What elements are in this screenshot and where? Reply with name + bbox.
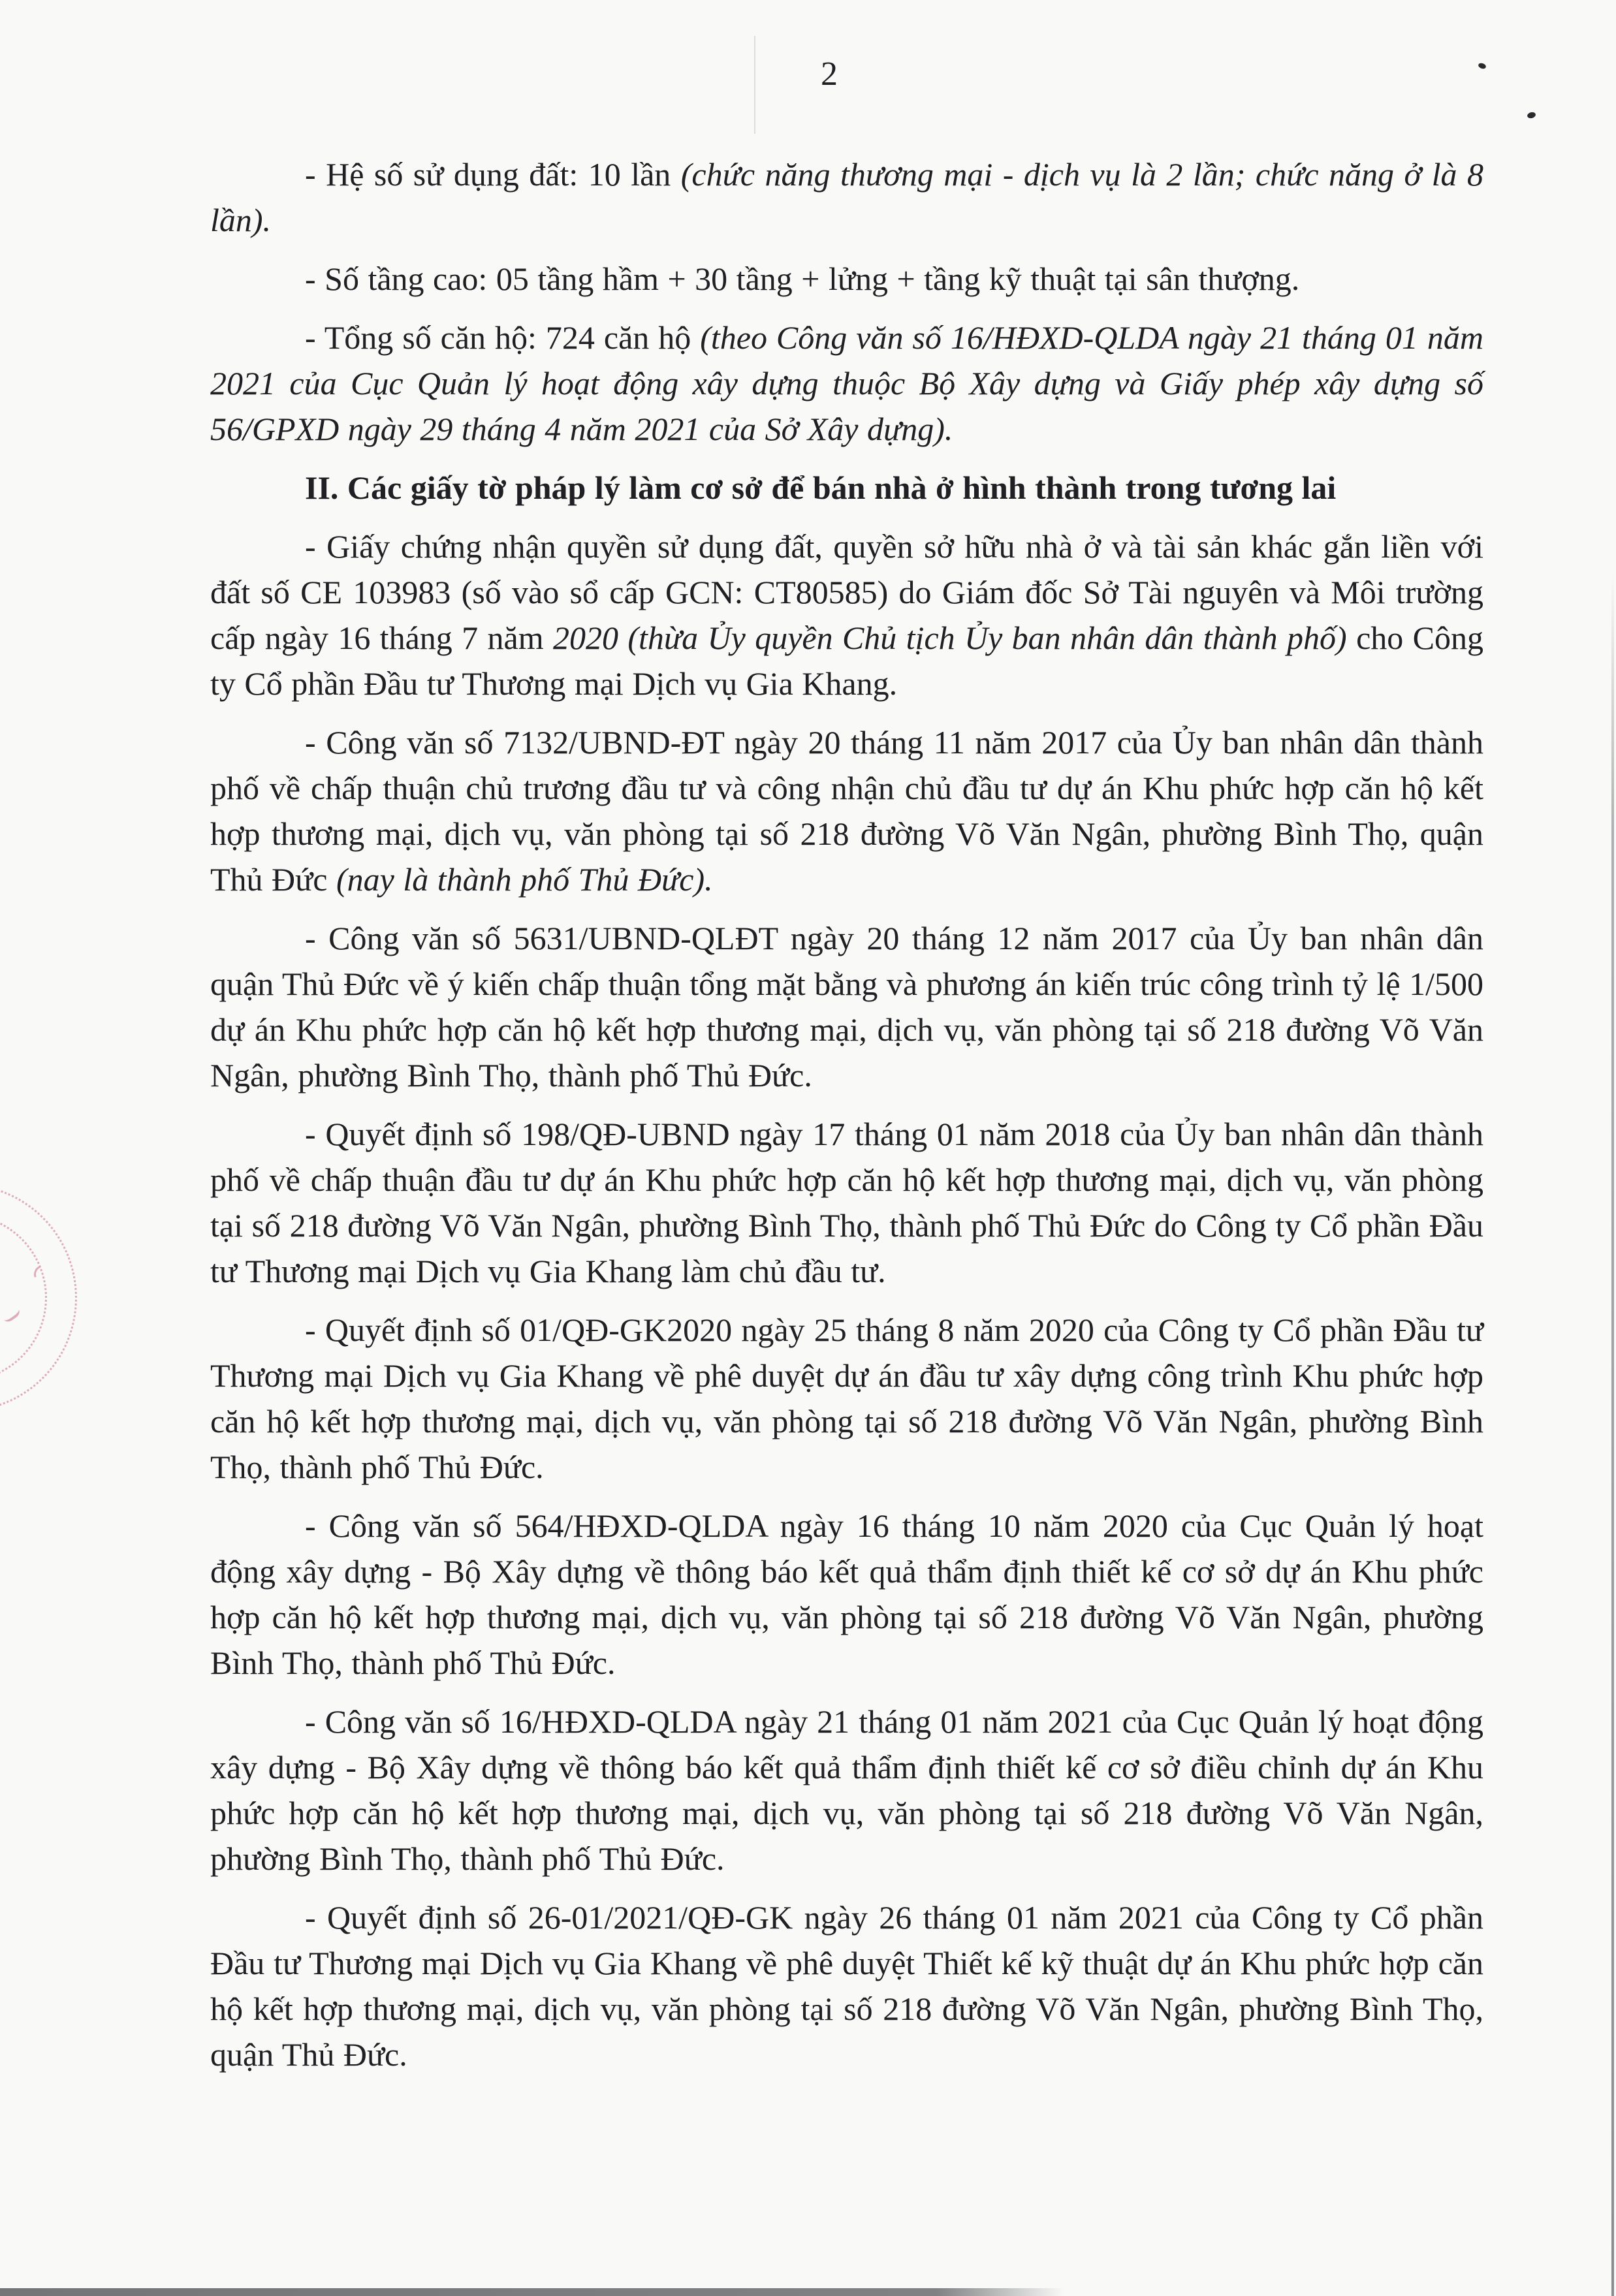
text-segment: - Công văn số 5631/UBND-QLĐT ngày 20 tháng 12 năm 2017 của Ủy ban nhân dân quận Thủ Đức về ý kiến chấp thuận tổng mặt bằng và phương án kiến trúc công trình tỷ lệ 1/500 dự án Khu phức hợp căn hộ kết hợp thương mại, dịch vụ, văn phòng tại số 218 đường Võ Văn Ngân, phường Bình Thọ, thành phố Thủ Đức. xyxy=(210,920,1483,1093)
stamp-mark xyxy=(0,1303,22,1324)
text-segment: - Công văn số 564/HĐXD-QLDA ngày 16 tháng 10 năm 2020 của Cục Quản lý hoạt động xây dựng - Bộ Xây dựng về thông báo kết quả thẩm định thiết kế cơ sở dự án Khu phức hợp căn hộ kết hợp thương mại, dịch vụ, văn phòng tại số 218 đường Võ Văn Ngân, phường Bình Thọ, thành phố Thủ Đức. xyxy=(210,1507,1483,1681)
document-body xyxy=(210,151,1483,2090)
paragraph-7 xyxy=(210,915,1483,1098)
page-number: 2 xyxy=(821,55,838,93)
paragraph-2 xyxy=(210,256,1483,302)
scan-artifact-vertical-line xyxy=(754,36,755,134)
paragraph-5 xyxy=(210,524,1483,706)
text-segment: - Giấy chứng nhận quyền sử dụng đất, quyền sở hữu nhà ở và tài sản khác gắn liền với đất số CE 103983 (số vào sổ cấp GCN: CT80585) do Giám đốc Sở Tài nguyên và Môi trường cấp ngày 16 tháng 7 năm xyxy=(210,528,1483,656)
ink-speck xyxy=(1527,111,1536,119)
scan-edge-bottom-band xyxy=(0,2288,1064,2296)
paragraph-11 xyxy=(210,1699,1483,1881)
text-segment: - Quyết định số 01/QĐ-GK2020 ngày 25 tháng 8 năm 2020 của Công ty Cổ phần Đầu tư Thương mại Dịch vụ Gia Khang về phê duyệt dự án đầu tư xây dựng công trình Khu phức hợp căn hộ kết hợp thương mại, dịch vụ, văn phòng tại số 218 đường Võ Văn Ngân, phường Bình Thọ, thành phố Thủ Đức. xyxy=(210,1312,1483,1485)
paragraph-10 xyxy=(210,1503,1483,1686)
paragraph-6 xyxy=(210,719,1483,902)
stamp-inner-ring xyxy=(0,1214,47,1382)
italic-text-segment: (chức năng thương mại - dịch vụ là 2 lần; chức năng ở là 8 lần). xyxy=(210,156,1483,238)
text-segment: - Tổng số căn hộ: 724 căn hộ xyxy=(305,319,701,356)
paragraph-9 xyxy=(210,1307,1483,1490)
text-segment: cho Công ty Cổ phần Đầu tư Thương mại Dịch vụ Gia Khang. xyxy=(210,620,1484,702)
paragraph-8 xyxy=(210,1111,1483,1294)
stamp-mark xyxy=(31,1262,55,1286)
text-segment: II. Các giấy tờ pháp lý làm cơ sở để bán nhà ở hình thành trong tương lai xyxy=(305,469,1337,506)
text-segment: - Hệ số sử dụng đất: 10 lần xyxy=(305,156,681,193)
text-segment: - Số tầng cao: 05 tầng hầm + 30 tầng + lửng + tầng kỹ thuật tại sân thượng. xyxy=(305,260,1300,297)
italic-text-segment: (theo Công văn số 16/HĐXD-QLDA ngày 21 tháng 01 năm 2021 của Cục Quản lý hoạt động xây dựng thuộc Bộ Xây dựng và Giấy phép xây dựng số 56/GPXD ngày 29 tháng 4 năm 2021 của Sở Xây dựng). xyxy=(210,319,1483,447)
paragraph-1 xyxy=(210,151,1483,243)
paragraph-12 xyxy=(210,1895,1483,2077)
text-segment: - Quyết định số 26-01/2021/QĐ-GK ngày 26 tháng 01 năm 2021 của Công ty Cổ phần Đầu tư Thương mại Dịch vụ Gia Khang về phê duyệt Thiết kế kỹ thuật dự án Khu phức hợp căn hộ kết hợp thương mại, dịch vụ, văn phòng tại số 218 đường Võ Văn Ngân, phường Bình Thọ, quận Thủ Đức. xyxy=(210,1899,1483,2073)
text-segment: - Công văn số 7132/UBND-ĐT ngày 20 tháng 11 năm 2017 của Ủy ban nhân dân thành phố về chấp thuận chủ trương đầu tư và công nhận chủ đầu tư dự án Khu phức hợp căn hộ kết hợp thương mại, dịch vụ, văn phòng tại số 218 đường Võ Văn Ngân, phường Bình Thọ, quận Thủ Đức xyxy=(210,724,1483,898)
scan-edge-right-line xyxy=(1611,574,1614,2296)
text-segment: - Quyết định số 198/QĐ-UBND ngày 17 tháng 01 năm 2018 của Ủy ban nhân dân thành phố về chấp thuận đầu tư dự án Khu phức hợp căn hộ kết hợp thương mại, dịch vụ, văn phòng tại số 218 đường Võ Văn Ngân, phường Bình Thọ, thành phố Thủ Đức do Công ty Cổ phần Đầu tư Thương mại Dịch vụ Gia Khang làm chủ đầu tư. xyxy=(210,1116,1483,1289)
section-heading xyxy=(210,465,1483,511)
italic-text-segment: 2020 (thừa Ủy quyền Chủ tịch Ủy ban nhân dân thành phố) xyxy=(552,620,1347,656)
italic-text-segment: (nay là thành phố Thủ Đức). xyxy=(336,861,713,898)
paragraph-3 xyxy=(210,315,1483,452)
stamp-outer-ring xyxy=(0,1184,77,1412)
text-segment: - Công văn số 16/HĐXD-QLDA ngày 21 tháng 01 năm 2021 của Cục Quản lý hoạt động xây dựng - Bộ Xây dựng về thông báo kết quả thẩm định thiết kế cơ sở điều chỉnh dự án Khu phức hợp căn hộ kết hợp thương mại, dịch vụ, văn phòng tại số 218 đường Võ Văn Ngân, phường Bình Thọ, thành phố Thủ Đức. xyxy=(210,1703,1483,1877)
